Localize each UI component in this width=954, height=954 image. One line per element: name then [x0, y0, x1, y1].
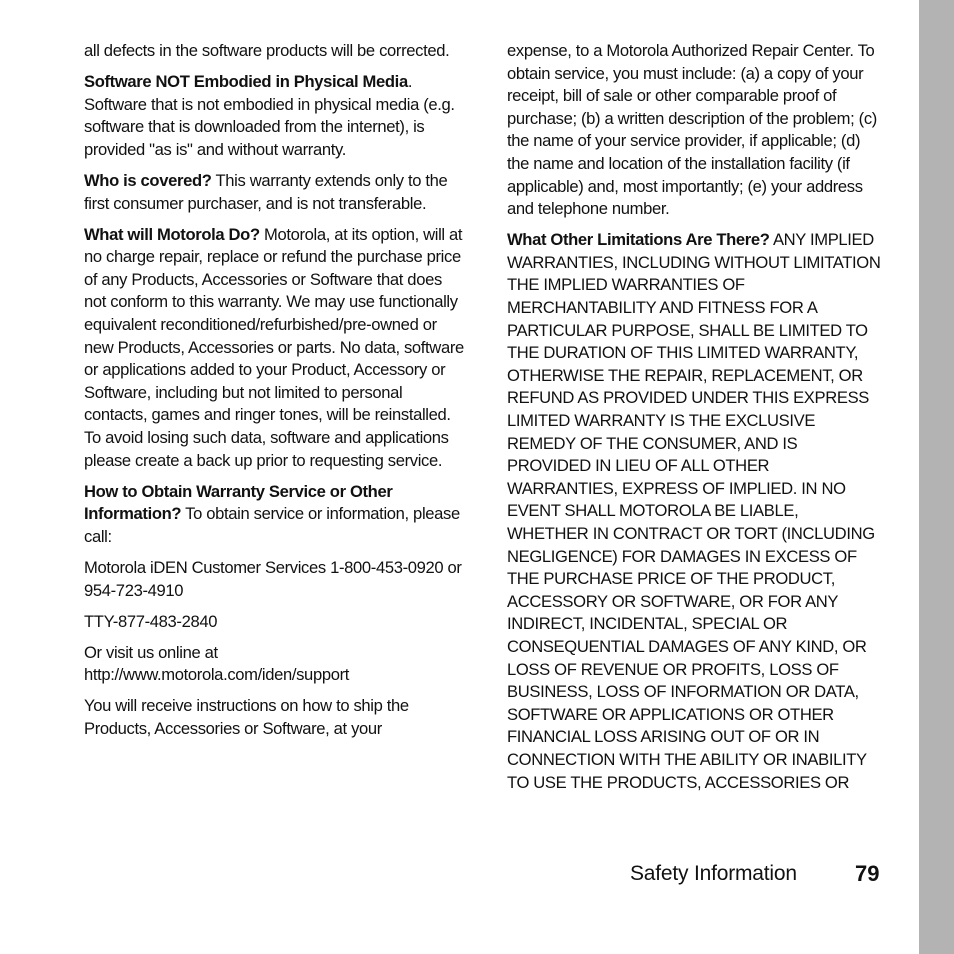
heading-obtain-warranty-service: How to Obtain Warranty Service or Other Information? [84, 481, 393, 524]
heading-what-will-motorola-do: What will Motorola Do? [84, 224, 260, 244]
text-who-is-covered: This warranty extends only to the first consumer purchaser, and is not transferable. [84, 170, 448, 213]
text-software-not-embodied: . Software that is not embodied in physical media (e.g. software that is downloaded from the internet), is provided "as is" and without warranty. [84, 72, 455, 159]
paragraph-tty-number: TTY-877-483-2840 [84, 611, 218, 631]
paragraph-defects-corrected: all defects in the software products will be corrected. [84, 41, 450, 60]
text-obtain-warranty-service: To obtain service or information, please call: [84, 504, 460, 546]
right-column [507, 40, 883, 803]
paragraph-repair-center-requirements: expense, to a Motorola Authorized Repair Center. To obtain service, you must include: (a) a copy of your receipt, bill of sale or other comparable proof of purchase; (b) a written description of the problem; (c) the name of your service provider, if applicable; (d) the name and location of the installation facility (if applicable) and, most importantly; (e) your address and telephone number. [507, 41, 877, 219]
heading-other-limitations: What Other Limitations Are There? [507, 230, 770, 250]
left-column [84, 40, 466, 749]
paragraph-customer-services-phone: Motorola iDEN Customer Services 1-800-453-0920 or 954-723-4910 [84, 557, 462, 600]
footer-section-label: Safety Information [630, 862, 797, 885]
text-what-will-motorola-do: Motorola, at its option, will at no charge repair, replace or refund the purchase price of any Products, Accessories or Software that does not conform to this warranty. We may use functionally equivalent reconditioned/refurbished/pre-owned or new Products, Accessories or parts. No data, software or applications added to your Product, Accessory or Software, including but not limited to personal contacts, games and ringer tones, will be reinstalled. To avoid losing such data, software and applications please create a back up prior to requesting service. [84, 224, 464, 470]
paragraph-obtain-warranty-service [84, 481, 466, 549]
paragraph-shipping-instructions: You will receive instructions on how to ship the Products, Accessories or Software, at your [84, 696, 409, 739]
heading-who-is-covered: Who is covered? [84, 170, 212, 190]
paragraph-software-not-embodied [84, 71, 466, 161]
paragraph-visit-online: Or visit us online at http://www.motorola.com/iden/support [84, 642, 350, 685]
paragraph-other-limitations [507, 229, 883, 794]
heading-software-not-embodied: Software NOT Embodied in Physical Media [84, 72, 408, 92]
text-other-limitations: ANY IMPLIED WARRANTIES, INCLUDING WITHOUT LIMITATION THE IMPLIED WARRANTIES OF MERCHANTABILITY AND FITNESS FOR A PARTICULAR PURPOSE, SHALL BE LIMITED TO THE DURATION OF THIS LIMITED WARRANTY, OTHERWISE THE REPAIR, REPLACEMENT, OR REFUND AS PROVIDED UNDER THIS EXPRESS LIMITED WARRANTY IS THE EXCLUSIVE REMEDY OF THE CONSUMER, AND IS PROVIDED IN LIEU OF ALL OTHER WARRANTIES, EXPRESS OF IMPLIED. IN NO EVENT SHALL MOTOROLA BE LIABLE, WHETHER IN CONTRACT OR TORT (INCLUDING NEGLIGENCE) FOR DAMAGES IN EXCESS OF THE PURCHASE PRICE OF THE PRODUCT, ACCESSORY OR SOFTWARE, OR FOR ANY INDIRECT, INCIDENTAL, SPECIAL OR CONSEQUENTIAL DAMAGES OF ANY KIND, OR LOSS OF REVENUE OR PROFITS, LOSS OF BUSINESS, LOSS OF INFORMATION OR DATA, SOFTWARE OR APPLICATIONS OR OTHER FINANCIAL LOSS ARISING OUT OF OR IN CONNECTION WITH THE ABILITY OR INABILITY TO USE THE PRODUCTS, ACCESSORIES OR [507, 230, 881, 792]
page-edge-tab [919, 0, 954, 954]
page-number: 79 [855, 861, 880, 886]
paragraph-what-will-motorola-do [84, 224, 466, 473]
paragraph-who-is-covered [84, 170, 466, 215]
